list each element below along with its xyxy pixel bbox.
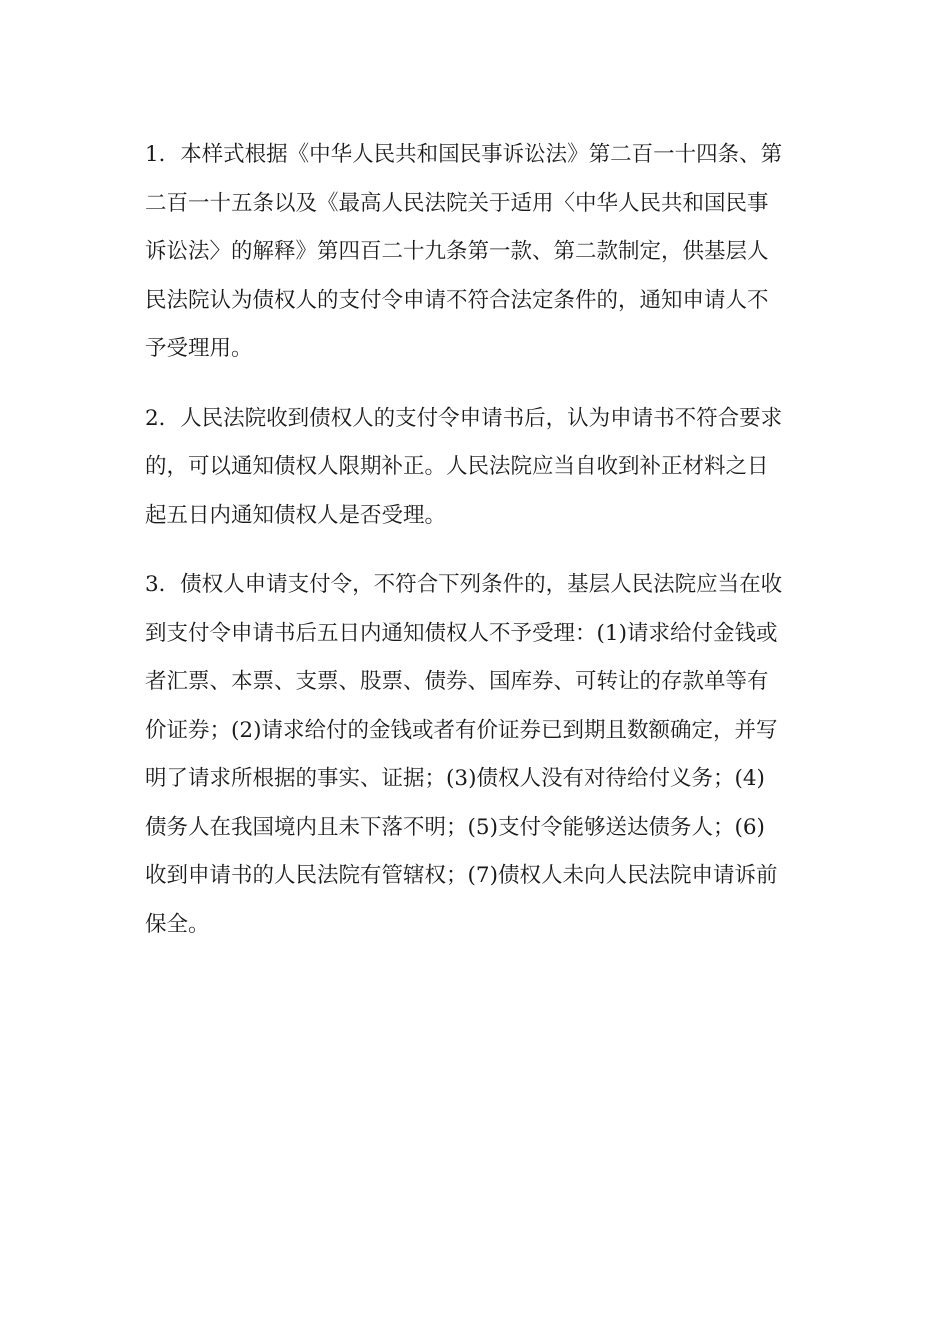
text-line: 者汇票、本票、支票、股票、债券、国库券、可转让的存款单等有	[145, 669, 769, 694]
text-line: 收到申请书的人民法院有管辖权；(7)债权人未向人民法院申请诉前	[145, 863, 778, 888]
text-line: 明了请求所根据的事实、证据；(3)债权人没有对待给付义务；(4)	[145, 766, 765, 791]
note-paragraph-1	[145, 131, 805, 374]
text-line: 价证券；(2)请求给付的金钱或者有价证券已到期且数额确定，并写	[145, 717, 778, 743]
text-line: 债务人在我国境内且未下落不明；(5)支付令能够送达债务人；(6)	[145, 814, 765, 840]
note-paragraph-3	[145, 561, 805, 949]
note-paragraph-2	[145, 395, 805, 541]
document-body	[145, 131, 805, 970]
text-line: 3．债权人申请支付令，不符合下列条件的，基层人民法院应当在收	[145, 572, 783, 597]
text-line: 二百一十五条以及《最高人民法院关于适用〈中华人民共和国民事	[145, 190, 769, 216]
text-line: 予受理用。	[145, 336, 253, 361]
text-line: 民法院认为债权人的支付令申请不符合法定条件的，通知申请人不	[145, 287, 769, 313]
text-line: 诉讼法〉的解释》第四百二十九条第一款、第二款制定，供基层人	[145, 239, 769, 264]
text-line: 保全。	[145, 911, 210, 937]
text-line: 1．本样式根据《中华人民共和国民事诉讼法》第二百一十四条、第	[145, 142, 783, 167]
text-line: 2．人民法院收到债权人的支付令申请书后，认为申请书不符合要求	[145, 405, 783, 431]
text-line: 到支付令申请书后五日内通知债权人不予受理：(1)请求给付金钱或	[145, 620, 778, 646]
text-line: 的，可以通知债权人限期补正。人民法院应当自收到补正材料之日	[145, 454, 769, 479]
text-line: 起五日内通知债权人是否受理。	[145, 502, 447, 528]
